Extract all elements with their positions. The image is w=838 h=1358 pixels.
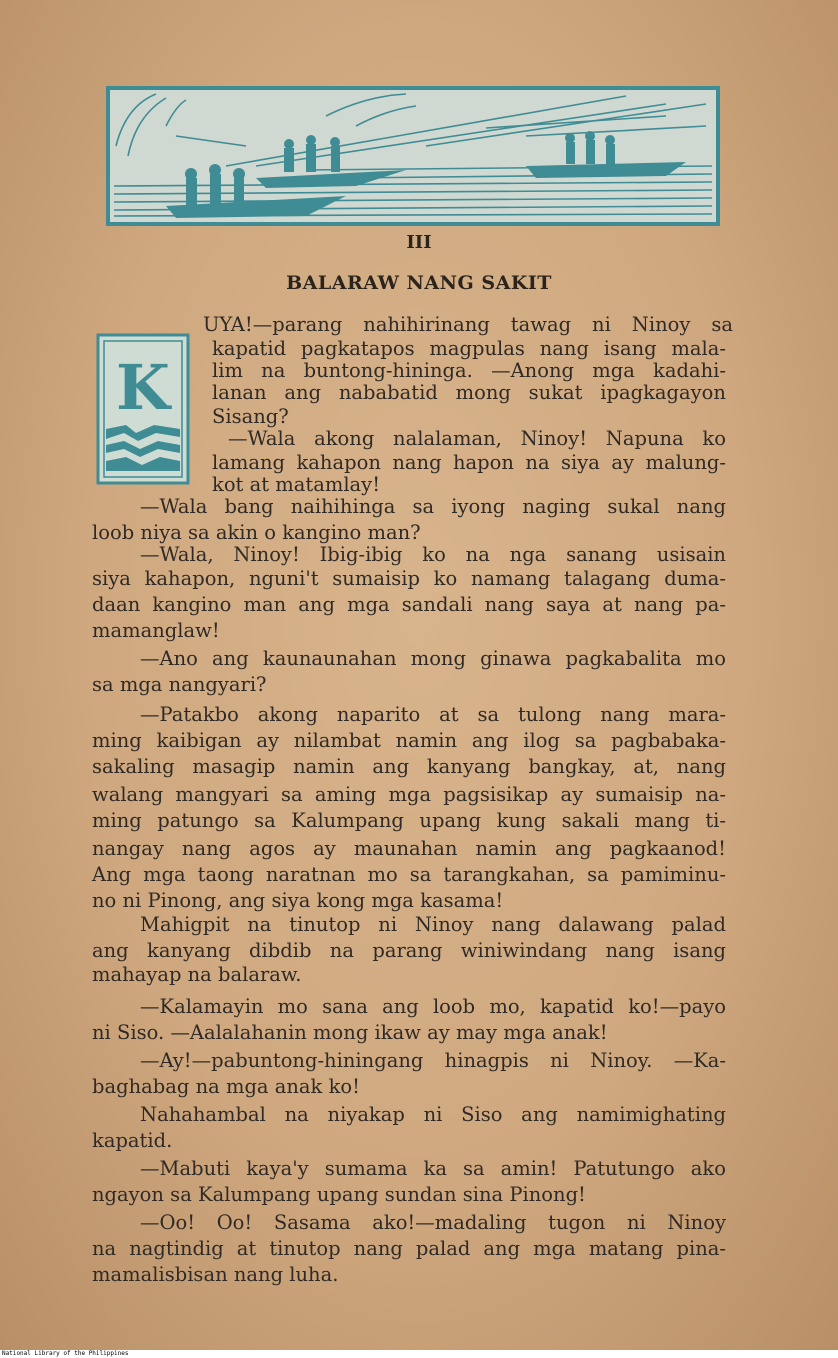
text-line: mamanglaw! (92, 619, 220, 642)
text-line: walang mangyari sa aming mga pagsisikap ay sumaisip na- (92, 783, 726, 806)
text-line: siya kahapon, nguni't sumaisip ko namang talagang duma- (92, 567, 726, 590)
text-line: —Patakbo akong naparito at sa tulong nang mara- (140, 703, 726, 726)
chapter-number: III (406, 232, 432, 253)
text-line: kot at matamlay! (212, 473, 381, 496)
text-line: ming kaibigan ay nilambat namin ang ilog sa pagbabaka- (92, 729, 726, 752)
text-line: —Wala akong nalalaman, Ninoy! Napuna ko (228, 427, 726, 450)
text-line: ngayon sa Kalumpang upang sundan sina Pinong! (92, 1183, 586, 1206)
text-line: ming patungo sa Kalumpang upang kung sakali mang ti- (92, 809, 726, 832)
text-line: mahayap na balaraw. (92, 963, 302, 986)
text-line: —Ay!—pabuntong-hiningang hinagpis ni Ninoy. —Ka- (140, 1049, 726, 1072)
dropcap-letter: K (116, 351, 170, 424)
text-line: sakaling masagip namin ang kanyang bangkay, at, nang (92, 755, 726, 778)
text-line: UYA!—parang nahihirinang tawag ni Ninoy sa (203, 313, 733, 336)
text-line: kapatid. (92, 1129, 173, 1152)
text-line: Ang mga taong naratnan mo sa tarangkahan, sa pamiminu- (92, 863, 726, 886)
text-line: —Oo! Oo! Sasama ako!—madaling tugon ni Ninoy (140, 1211, 726, 1234)
text-line: lanan ang nababatid mong sukat ipagkagayon (212, 381, 726, 404)
text-line: —Mabuti kaya'y sumama ka sa amin! Patutungo ako (140, 1157, 726, 1180)
text-line: lim na buntong-hininga. —Anong mga kadahi- (212, 359, 726, 382)
text-line: Nahahambal na niyakap ni Siso ang namimighating (140, 1103, 726, 1126)
text-line: Mahigpit na tinutop ni Ninoy nang dalawang palad (140, 913, 726, 936)
text-line: kapatid pagkatapos magpulas nang isang mala- (212, 337, 726, 360)
text-line: no ni Pinong, ang siya kong mga kasama! (92, 889, 504, 912)
decorative-dropcap (96, 333, 190, 485)
text-line: sa mga nangyari? (92, 673, 267, 696)
text-line: —Wala, Ninoy! Ibig-ibig ko na nga sanang usisain (140, 543, 726, 566)
text-line: ang kanyang dibdib na parang winiwindang nang isang (92, 939, 726, 962)
text-line: —Ano ang kaunaunahan mong ginawa pagkabalita mo (140, 647, 726, 670)
text-line: ni Siso. —Aalalahanin mong ikaw ay may mga anak! (92, 1021, 608, 1044)
text-line: lamang kahapon nang hapon na siya ay malung- (212, 451, 726, 474)
text-line: baghabag na mga anak ko! (92, 1075, 360, 1098)
text-line: —Wala bang naihihinga sa iyong naging sukal nang (140, 495, 726, 518)
text-line: mamalisbisan nang luha. (92, 1263, 339, 1286)
chapter-title: BALARAW NANG SAKIT (286, 272, 552, 294)
text-line: Sisang? (212, 405, 289, 428)
footer-credit: National Library of the Philippines (0, 1350, 838, 1358)
text-line: na nagtindig at tinutop nang palad ang mga matang pina- (92, 1237, 726, 1260)
text-line: nangay nang agos ay maunahan namin ang pagkaanod! (92, 837, 726, 860)
text-line: —Kalamayin mo sana ang loob mo, kapatid ko!—payo (140, 995, 726, 1018)
text-line: loob niya sa akin o kangino man? (92, 521, 421, 544)
text-line: daan kangino man ang mga sandali nang saya at nang pa- (92, 593, 726, 616)
boat-illustration (106, 86, 720, 226)
